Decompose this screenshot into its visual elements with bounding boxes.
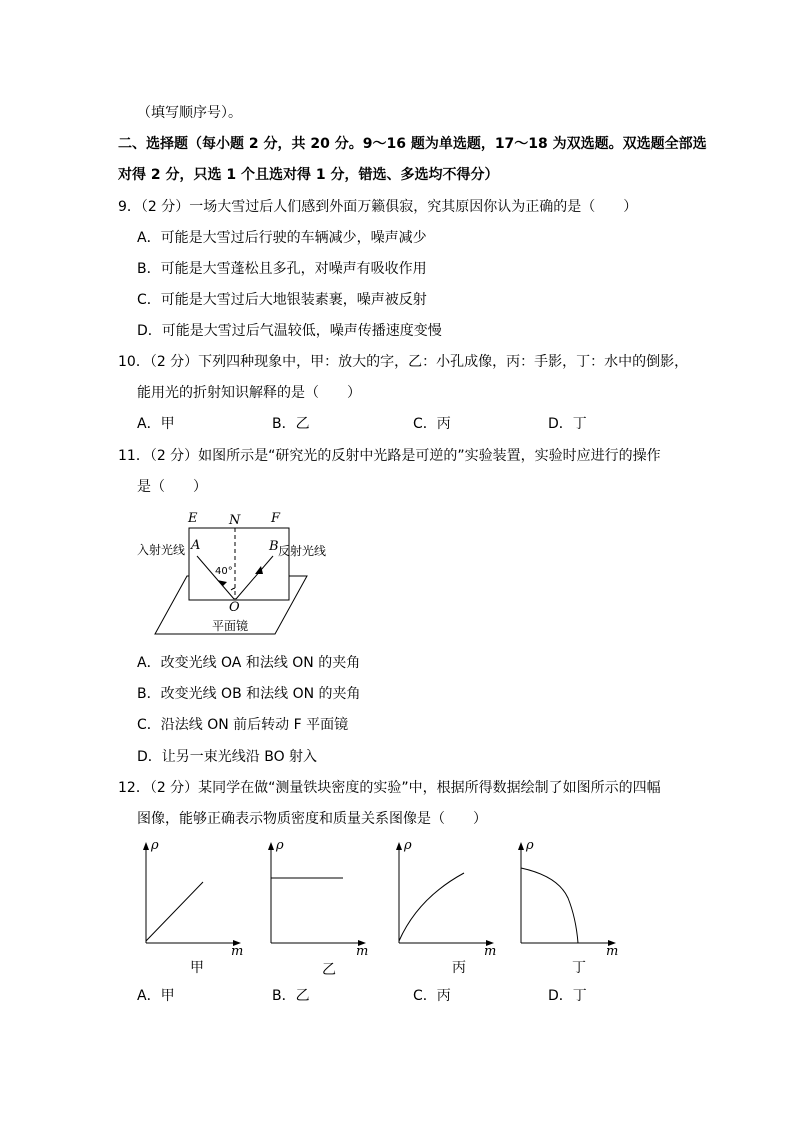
question-12-option-b[interactable]: B．乙 [272, 988, 310, 1004]
question-10-option-a[interactable]: A．甲 [137, 416, 175, 432]
angle-label: 40° [215, 566, 233, 577]
y-axis-arrow-icon [396, 842, 402, 850]
label-F: F [271, 511, 281, 526]
x-axis-label: m [231, 944, 244, 959]
question-11-stem-line2: 是（ ） [137, 479, 207, 495]
graph-caption: 乙 [322, 962, 336, 978]
label-A: A [191, 538, 201, 553]
y-axis-label: ρ [151, 838, 159, 853]
question-10-stem-line2: 能用光的折射知识解释的是（ ） [137, 385, 361, 401]
label-E: E [188, 511, 198, 526]
graph-caption: 甲 [190, 960, 204, 976]
question-9-option-a[interactable]: A．可能是大雪过后行驶的车辆减少，噪声减少 [137, 230, 427, 246]
graph-ding [510, 838, 630, 978]
section-header-line1: 二、选择题（每小题 2 分，共 20 分。9～16 题为单选题，17～18 为双选题。双选题全部选 [118, 136, 707, 152]
question-10-option-c[interactable]: C．丙 [413, 416, 451, 432]
reflected-ray-label: 反射光线 [278, 544, 327, 558]
mirror-label: 平面镜 [212, 619, 249, 633]
label-O: O [229, 600, 240, 615]
x-axis-label: m [606, 944, 619, 959]
y-axis-arrow-icon [268, 842, 274, 850]
y-axis-label: ρ [276, 838, 284, 853]
y-axis-label: ρ [404, 838, 412, 853]
graph-jia [135, 838, 255, 978]
question-10-stem-line1: 10．（2 分）下列四种现象中，甲：放大的字，乙：小孔成像，丙：手影，丁：水中的倒影， [118, 354, 689, 370]
y-axis-arrow-icon [518, 842, 524, 850]
reflection-apparatus-figure [135, 508, 327, 638]
label-B: B [269, 539, 279, 554]
graph-yi [260, 838, 380, 978]
y-axis-label: ρ [526, 838, 534, 853]
question-9-option-c[interactable]: C．可能是大雪过后大地银装素裹，噪声被反射 [137, 292, 427, 308]
incident-ray-label: 入射光线 [137, 543, 186, 557]
graph-ding-plot [510, 838, 630, 958]
graph-bing-plot [388, 838, 508, 958]
question-12-option-d[interactable]: D．丁 [548, 988, 587, 1004]
question-12-option-c[interactable]: C．丙 [413, 988, 451, 1004]
graph-curve [521, 868, 578, 943]
question-11-option-c[interactable]: C．沿法线 ON 前后转动 F 平面镜 [137, 717, 349, 733]
x-axis-label: m [484, 944, 497, 959]
graph-yi-plot [260, 838, 380, 958]
question-10-option-d[interactable]: D．丁 [548, 416, 587, 432]
question-12-stem-line2: 图像，能够正确表示物质密度和质量关系图像是（ ） [137, 811, 487, 827]
x-axis-label: m [356, 944, 369, 959]
question-11-stem-line1: 11．（2 分）如图所示是“研究光的反射中光路是可逆的”实验装置，实验时应进行的操作 [118, 448, 661, 464]
question-11-option-b[interactable]: B．改变光线 OB 和法线 ON 的夹角 [137, 686, 361, 702]
graph-jia-plot [135, 838, 255, 958]
section-header-line2: 对得 2 分，只选 1 个且选对得 1 分，错选、多选均不得分） [118, 167, 499, 183]
graph-caption: 丁 [572, 960, 586, 976]
graph-caption: 丙 [452, 960, 466, 976]
question-12-option-a[interactable]: A．甲 [137, 988, 175, 1004]
question-10-option-b[interactable]: B．乙 [272, 416, 310, 432]
graph-curve [146, 882, 203, 941]
y-axis-arrow-icon [143, 842, 149, 850]
prev-question-tail: （填写顺序号）。 [137, 105, 242, 121]
question-9-option-b[interactable]: B．可能是大雪蓬松且多孔，对噪声有吸收作用 [137, 261, 427, 277]
graph-curve [399, 873, 464, 941]
question-11-option-a[interactable]: A．改变光线 OA 和法线 ON 的夹角 [137, 655, 361, 671]
question-9-stem: 9．（2 分）一场大雪过后人们感到外面万籁俱寂，究其原因你认为正确的是（ ） [118, 199, 638, 215]
question-11-option-d[interactable]: D．让另一束光线沿 BO 射入 [137, 749, 318, 765]
question-12-stem-line1: 12．（2 分）某同学在做“测量铁块密度的实验”中，根据所得数据绘制了如图所示的四幅 [118, 780, 661, 796]
label-N: N [229, 513, 241, 528]
question-9-option-d[interactable]: D．可能是大雪过后气温较低，噪声传播速度变慢 [137, 323, 442, 339]
graph-bing [388, 838, 508, 978]
